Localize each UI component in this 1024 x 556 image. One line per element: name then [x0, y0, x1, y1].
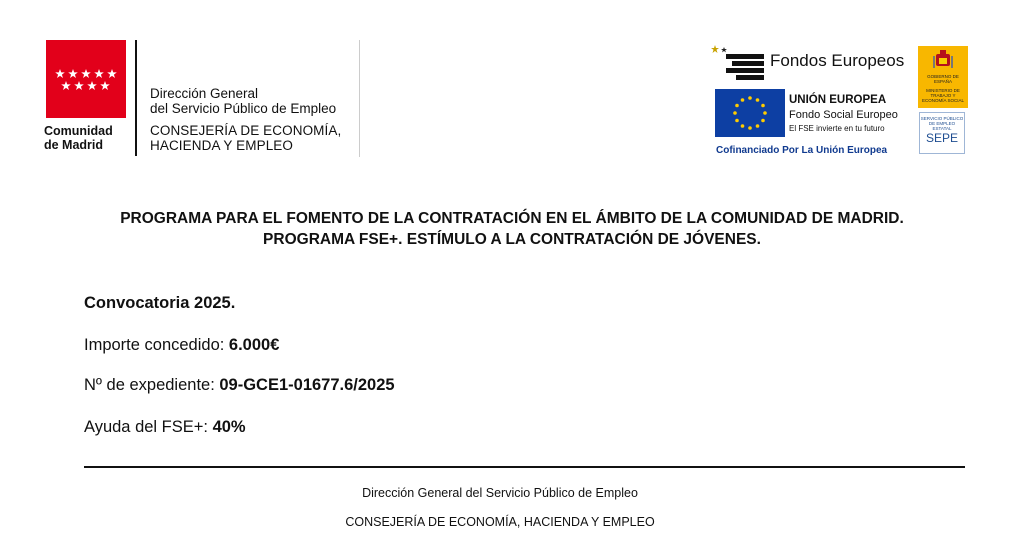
expediente-row [84, 376, 395, 395]
eu-fund-name: Fondo Social Europeo [789, 109, 898, 121]
eu-star [748, 126, 752, 130]
eu-star [733, 111, 737, 115]
eu-tagline: El FSE invierte en tu futuro [789, 124, 885, 133]
expediente-label: Nº de expediente: [84, 376, 220, 394]
madrid-consejeria-text [150, 123, 341, 153]
convocatoria-text: Convocatoria 2025. [84, 294, 236, 312]
spain-coat-of-arms-icon [933, 50, 953, 72]
eu-star [763, 111, 767, 115]
dg-line1: Dirección General [150, 86, 259, 101]
eu-star [756, 124, 760, 128]
eu-flag-icon [715, 89, 785, 137]
logo-box-edge [359, 40, 360, 157]
consejeria-line1: CONSEJERÍA DE ECONOMÍA, [150, 123, 342, 138]
eu-title: UNIÓN EUROPEA [789, 94, 887, 106]
importe-value: 6.000€ [228, 336, 280, 354]
expediente-value: 09-GCE1-01677.6/2025 [219, 376, 395, 394]
importe-row [84, 336, 279, 355]
ayuda-value: 40% [212, 418, 246, 436]
eu-star [741, 98, 745, 102]
madrid-flag-seven-stars-icon [46, 40, 126, 118]
madrid-logo-divider [135, 40, 137, 156]
eu-star [735, 104, 739, 108]
madrid-name-line1: Comunidad [44, 124, 113, 138]
gobierno-text: GOBIERNO DE ESPAÑA [927, 74, 959, 84]
madrid-dg-text [150, 86, 336, 116]
footer-divider [84, 466, 965, 468]
ministerio-text: MINISTERIO DE TRABAJO Y ECONOMÍA SOCIAL [921, 88, 964, 103]
madrid-logo-name [44, 124, 134, 152]
fondos-europeos-label: Fondos Europeos [770, 51, 905, 70]
importe-label: Importe concedido: [84, 336, 229, 354]
heading-line2: PROGRAMA FSE+. ESTÍMULO A LA CONTRATACIÓN DE JÓVENES. [263, 231, 761, 248]
eu-star [761, 104, 765, 108]
eu-star [748, 96, 752, 100]
dg-line2: del Servicio Público de Empleo [150, 101, 337, 116]
footer-dg: Dirección General del Servicio Público de Empleo [362, 486, 638, 500]
heading-line1: PROGRAMA PARA EL FOMENTO DE LA CONTRATACIÓN EN EL ÁMBITO DE LA COMUNIDAD DE MADRID. [120, 210, 904, 227]
consejeria-line2: HACIENDA Y EMPLEO [150, 138, 294, 153]
ayuda-label: Ayuda del FSE+: [84, 418, 213, 436]
fondos-europeos-mark-icon [710, 44, 766, 80]
sepe-full-name: SERVICIO PÚBLICO DE EMPLEO ESTATAL [920, 116, 964, 131]
footer-consejeria: CONSEJERÍA DE ECONOMÍA, HACIENDA Y EMPLEO [345, 515, 655, 529]
eu-star [761, 119, 765, 123]
program-heading [60, 208, 964, 250]
ayuda-row [84, 418, 246, 437]
eu-star [741, 124, 745, 128]
eu-star [735, 119, 739, 123]
eu-cofinanced-label: Cofinanciado Por La Unión Europea [716, 145, 888, 156]
sepe-label: SEPE [925, 131, 958, 145]
eu-star [756, 98, 760, 102]
madrid-name-line2: de Madrid [44, 138, 104, 152]
